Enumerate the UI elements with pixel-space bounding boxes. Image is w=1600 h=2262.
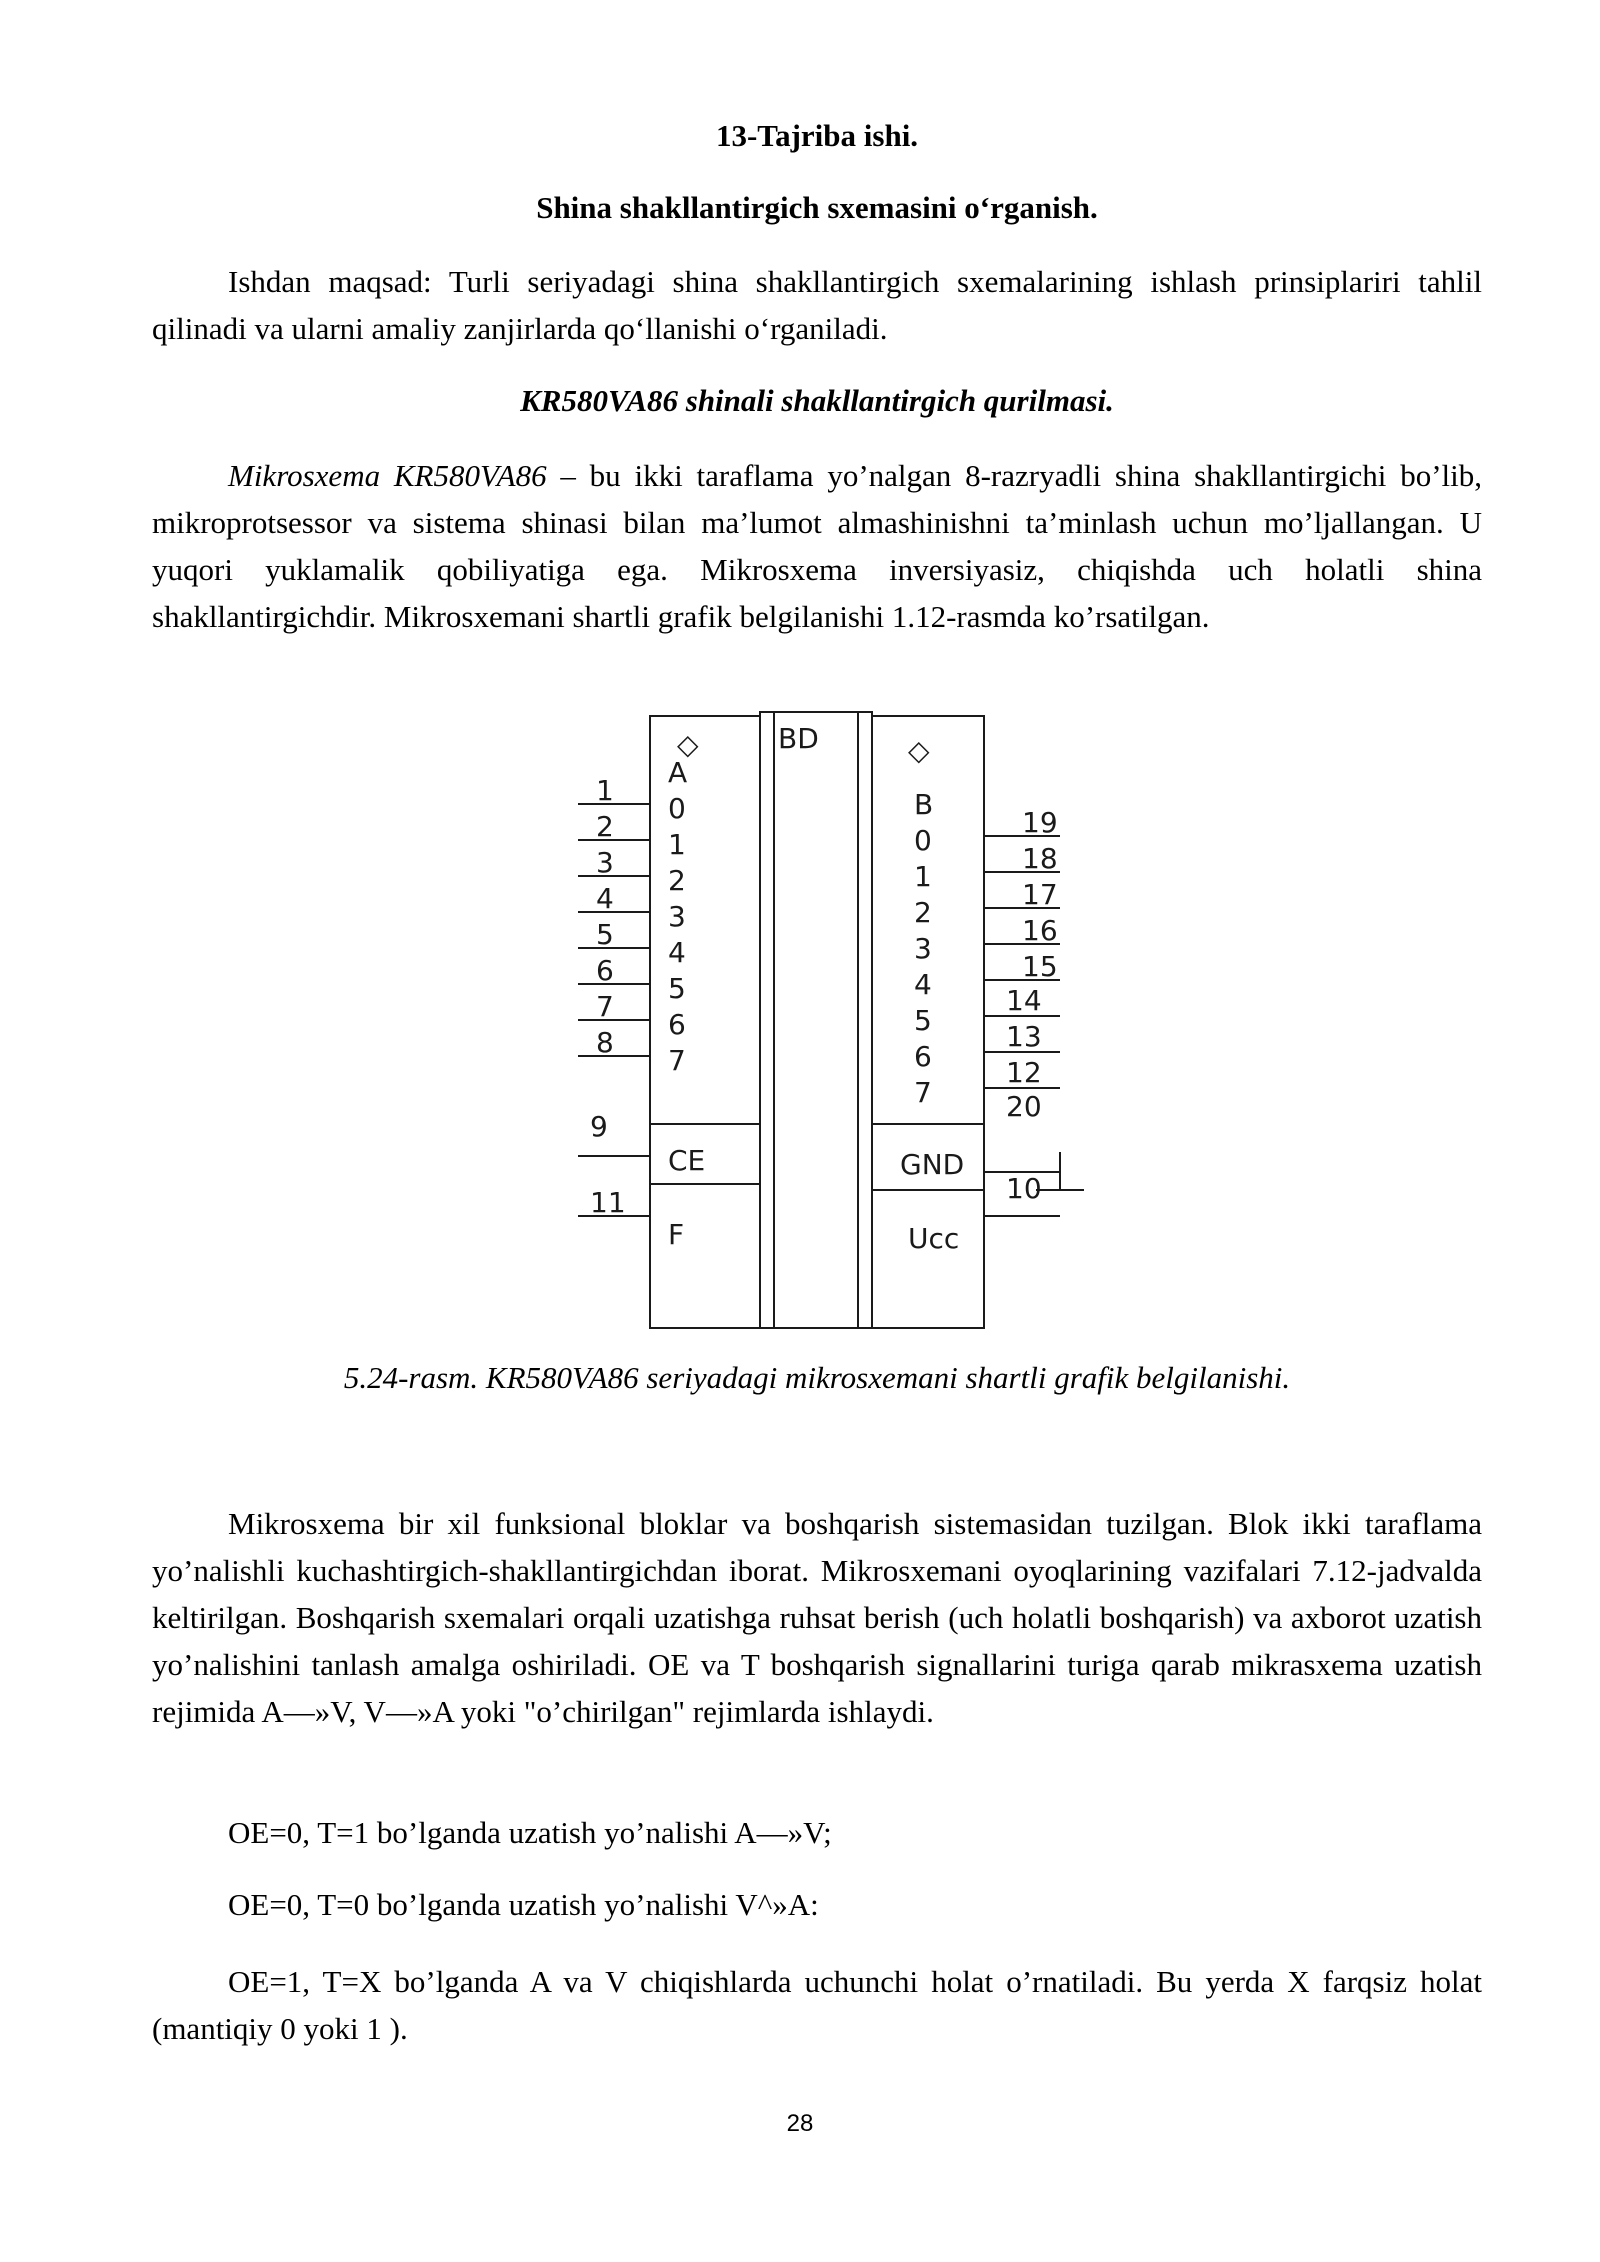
right-bit-5: 5 — [914, 1004, 932, 1037]
right-pin-15: 15 — [1022, 950, 1058, 983]
description-paragraph: Mikrosxema bir xil funksional bloklar va boshqarish sistemasidan tuzilgan. Blok ikki taraflama yo’nalishli kuchashtirgich-shakllantirgichdan iborat. Mikrosxemani oyoqlarining vazifalari 7.12-jadvalda keltirilgan. Boshqarish sxemalari orqali uzatishga ruhsat berish (uch holatli boshqarish) va axborot uzatish yo’nalishini tanlash amalga oshiriladi. OE va T boshqarish signallarini turiga qarab mikrasxema uzatish rejimida A—»V, V—»A yoki "o’chirilgan" rejimlarda ishlaydi. — [152, 1506, 1482, 1729]
right-bit-0: 0 — [914, 824, 932, 857]
right-bit-3: 3 — [914, 932, 932, 965]
right-bottom: Ucc — [908, 1222, 960, 1255]
right-bit-4: 4 — [914, 968, 932, 1001]
intro-paragraph — [152, 452, 1482, 640]
right-pin-12: 12 — [1006, 1056, 1042, 1089]
center-label: BD — [778, 722, 819, 755]
intro-text: – bu ikki taraflama yo’nalgan 8-razryadli shina shakllantirgichi bo’lib, mikroprotsessor va sistema shinasi bilan ma’lumot almashinishni ta’minlash uchun mo’ljallangan. U yuqori yuklamalik qobiliyatiga ega. Mikrosxema inversiyasiz, chiqishda uch holatli shina shakllantirgichdir. Mikrosxemani shartli grafik belgilanishi 1.12-rasmda ko’rsatilgan. — [152, 458, 1482, 634]
right-pin-20: 20 — [1006, 1090, 1042, 1123]
figure-caption: 5.24-rasm. KR580VA86 seriyadagi mikrosxemani shartli grafik belgilanishi. — [343, 1360, 1291, 1395]
left-pin-8: 8 — [596, 1026, 614, 1059]
left-bit-3: 3 — [668, 900, 686, 933]
mode-1: OE=0, T=1 bo’lganda uzatish yo’nalishi A—»V; — [228, 1815, 832, 1850]
left-pin-3: 3 — [596, 846, 614, 879]
left-pin-11: 11 — [590, 1186, 626, 1219]
mode-3: OE=1, T=X bo’lganda A va V chiqishlarda uchunchi holat o’rnatiladi. Bu yerda X farqsiz holat (mantiqiy 0 yoki 1 ). — [152, 1964, 1482, 2046]
right-symbol: ◇ — [908, 734, 930, 767]
left-pin-4: 4 — [596, 882, 614, 915]
page-number: 28 — [786, 2110, 814, 2137]
left-pin-5: 5 — [596, 918, 614, 951]
lab-subject: Shina shakllantirgich sxemasini o‘rganish. — [536, 190, 1098, 225]
center-block — [760, 712, 872, 1328]
left-bit-0: 0 — [668, 792, 686, 825]
right-bit-6: 6 — [914, 1040, 932, 1073]
left-pin-2: 2 — [596, 810, 614, 843]
left-bit-1: 1 — [668, 828, 686, 861]
left-bit-7: 7 — [668, 1044, 686, 1077]
right-bit-1: 1 — [914, 860, 932, 893]
chip-diagram — [560, 704, 1120, 1344]
left-bit-6: 6 — [668, 1008, 686, 1041]
section-title: KR580VA86 shinali shakllantirgich qurilmasi. — [520, 383, 1114, 418]
right-bit-7: 7 — [914, 1076, 932, 1109]
right-pin-17: 17 — [1022, 878, 1058, 911]
mode-2: OE=0, T=0 bo’lganda uzatish yo’nalishi V^»A: — [228, 1887, 819, 1922]
right-pin-13: 13 — [1006, 1020, 1042, 1053]
left-pin-9: 9 — [590, 1110, 608, 1143]
lab-title: 13-Tajriba ishi. — [715, 118, 919, 153]
left-bit-5: 5 — [668, 972, 686, 1005]
left-pin-1: 1 — [596, 774, 614, 807]
left-block — [650, 716, 760, 1328]
right-pin-10: 10 — [1006, 1172, 1042, 1205]
left-pin-6: 6 — [596, 954, 614, 987]
right-pin-14: 14 — [1006, 984, 1042, 1017]
right-pin-19: 19 — [1022, 806, 1058, 839]
goal-paragraph: Ishdan maqsad: Turli seriyadagi shina shakllantirgich sxemalarining ishlash prinsiplariri tahlil qilinadi va ularni amaliy zanjirlarda qo‘llanishi o‘rganiladi. — [152, 264, 1482, 346]
left-bit-2: 2 — [668, 864, 686, 897]
left-pin-7: 7 — [596, 990, 614, 1023]
right-bit-2: 2 — [914, 896, 932, 929]
left-control: CE — [668, 1144, 706, 1177]
left-bottom: F — [668, 1218, 685, 1251]
center-inner — [774, 712, 858, 1328]
right-control: GND — [900, 1148, 965, 1181]
left-header: A — [668, 756, 688, 789]
right-pin-16: 16 — [1022, 914, 1058, 947]
left-bit-4: 4 — [668, 936, 686, 969]
intro-lead: Mikrosxema KR580VA86 — [228, 458, 547, 493]
left-symbol: ◇ — [677, 728, 699, 761]
right-header: B — [914, 788, 934, 821]
right-pin-18: 18 — [1022, 842, 1058, 875]
